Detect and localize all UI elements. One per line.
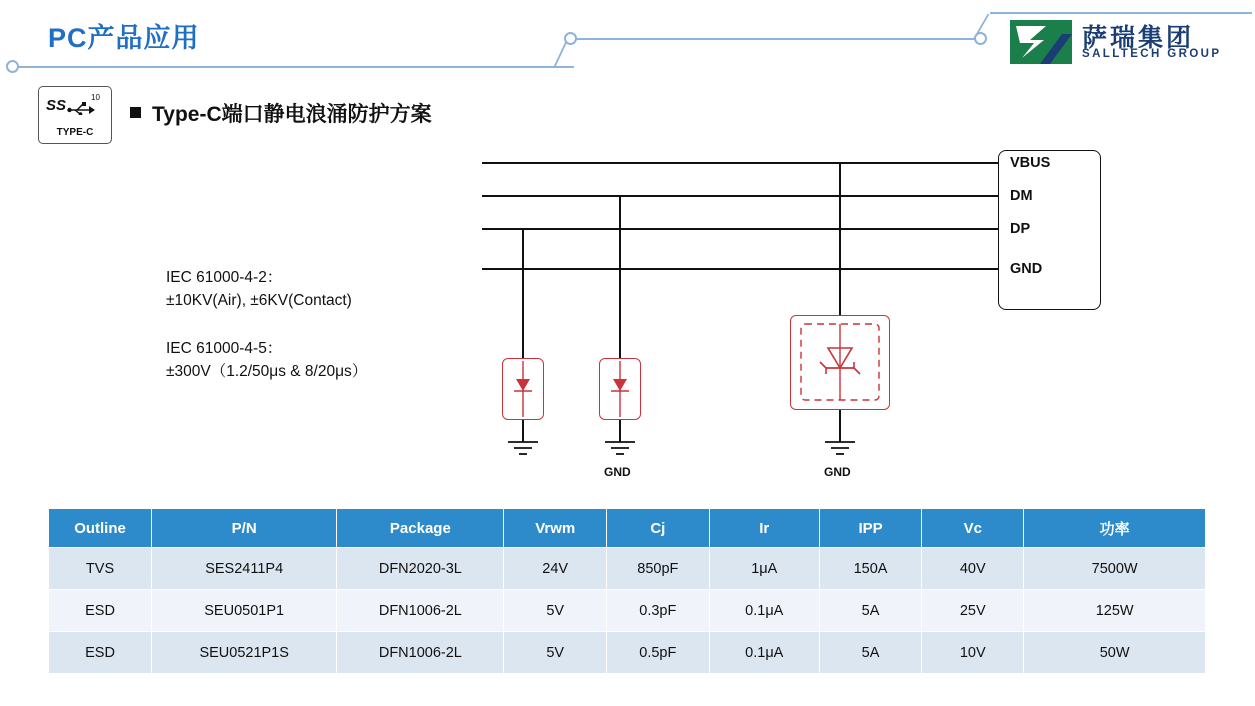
col-ipp: IPP (819, 509, 921, 548)
cell-package: DFN2020-3L (337, 548, 504, 590)
wire-dp (482, 228, 1000, 230)
cell-ir: 0.1μA (709, 590, 819, 632)
wire-vbus (482, 162, 1000, 164)
logo-text-en: SALLTECH GROUP (1082, 48, 1222, 60)
typec-label: TYPE-C (56, 127, 94, 138)
connector-pin-gnd: GND (1010, 261, 1043, 277)
esd-component-2 (599, 358, 641, 420)
ground-label-2: GND (824, 465, 851, 479)
wire-drop-tvs (839, 162, 841, 315)
cell-ipp: 150A (819, 548, 921, 590)
col-pn: P/N (152, 509, 337, 548)
wire-drop-esd1 (522, 228, 524, 358)
tvs-diode-symbol-icon (791, 316, 889, 409)
col-ir: Ir (709, 509, 819, 548)
wire-esd1-to-gnd (522, 420, 524, 442)
cell-ipp: 5A (819, 632, 921, 674)
cell-pn: SES2411P4 (152, 548, 337, 590)
part-spec-table (48, 508, 1206, 674)
wire-drop-esd2 (619, 195, 621, 358)
cell-pn: SEU0521P1S (152, 632, 337, 674)
ground-label-1: GND (604, 465, 631, 479)
cell-power: 50W (1024, 632, 1206, 674)
cell-outline: ESD (49, 632, 152, 674)
col-power: 功率 (1024, 509, 1206, 548)
logo-text-cn: 萨瑞集团 (1082, 24, 1195, 52)
cell-cj: 0.3pF (607, 590, 710, 632)
header-line-mid (572, 38, 982, 40)
logo-mark-icon (1010, 20, 1072, 64)
cell-vrwm: 5V (504, 632, 607, 674)
ground-symbol-1-icon (505, 440, 541, 458)
cell-cj: 0.5pF (607, 632, 710, 674)
cell-pn: SEU0501P1 (152, 590, 337, 632)
spec-iec-4-2-title: IEC 61000-4-2： (166, 269, 283, 286)
superspeed-label: SS (46, 97, 67, 114)
cell-outline: ESD (49, 590, 152, 632)
cell-outline: TVS (49, 548, 152, 590)
cell-vc: 25V (922, 590, 1024, 632)
cell-vrwm: 5V (504, 590, 607, 632)
ground-symbol-2-icon (602, 440, 638, 458)
connector-pin-dp: DP (1010, 221, 1031, 237)
table-header-row (49, 509, 1206, 548)
cell-vc: 10V (922, 632, 1024, 674)
esd-component-1 (502, 358, 544, 420)
table-row (49, 632, 1206, 674)
company-logo (1010, 16, 1240, 68)
cell-ipp: 5A (819, 590, 921, 632)
wire-dm (482, 195, 1000, 197)
wire-gnd (482, 268, 1000, 270)
protection-schematic (0, 140, 1255, 490)
tvs-component (790, 315, 890, 410)
header-node-right (974, 32, 987, 45)
cell-package: DFN1006-2L (337, 590, 504, 632)
connector-pin-dm: DM (1010, 188, 1033, 204)
spec-iec-4-2-value: ±10KV(Air), ±6KV(Contact) (166, 292, 352, 309)
table-row (49, 590, 1206, 632)
page-title: PC产品应用 (48, 23, 200, 53)
typec-badge (38, 86, 112, 144)
connector-pin-vbus: VBUS (1010, 155, 1051, 171)
col-outline: Outline (49, 509, 152, 548)
header-node-mid (564, 32, 577, 45)
cell-ir: 0.1μA (709, 632, 819, 674)
cell-vrwm: 24V (504, 548, 607, 590)
cell-package: DFN1006-2L (337, 632, 504, 674)
cell-power: 7500W (1024, 548, 1206, 590)
usb-trident-icon (67, 101, 95, 115)
header-line-right-top (990, 12, 1252, 14)
spec-iec-4-5-title: IEC 61000-4-5： (166, 340, 283, 357)
col-vrwm: Vrwm (504, 509, 607, 548)
col-cj: Cj (607, 509, 710, 548)
ground-symbol-3-icon (822, 440, 858, 458)
page-header (0, 0, 1255, 78)
esd-diode-symbol-icon (503, 359, 543, 419)
table-row (49, 548, 1206, 590)
wire-esd2-to-gnd (619, 420, 621, 442)
col-package: Package (337, 509, 504, 548)
wire-tvs-to-gnd (839, 410, 841, 442)
cell-cj: 850pF (607, 548, 710, 590)
esd-diode-symbol-icon (600, 359, 640, 419)
col-vc: Vc (922, 509, 1024, 548)
cell-ir: 1μA (709, 548, 819, 590)
usb-speed-label: 10 (91, 93, 100, 102)
spec-iec-4-5-value: ±300V（1.2/50μs & 8/20μs） (166, 363, 368, 380)
section-title: Type-C端口静电浪涌防护方案 (152, 103, 432, 126)
header-node-left (6, 60, 19, 73)
cell-vc: 40V (922, 548, 1024, 590)
cell-power: 125W (1024, 590, 1206, 632)
section-bullet-icon (130, 107, 141, 118)
header-line-left (14, 66, 574, 68)
